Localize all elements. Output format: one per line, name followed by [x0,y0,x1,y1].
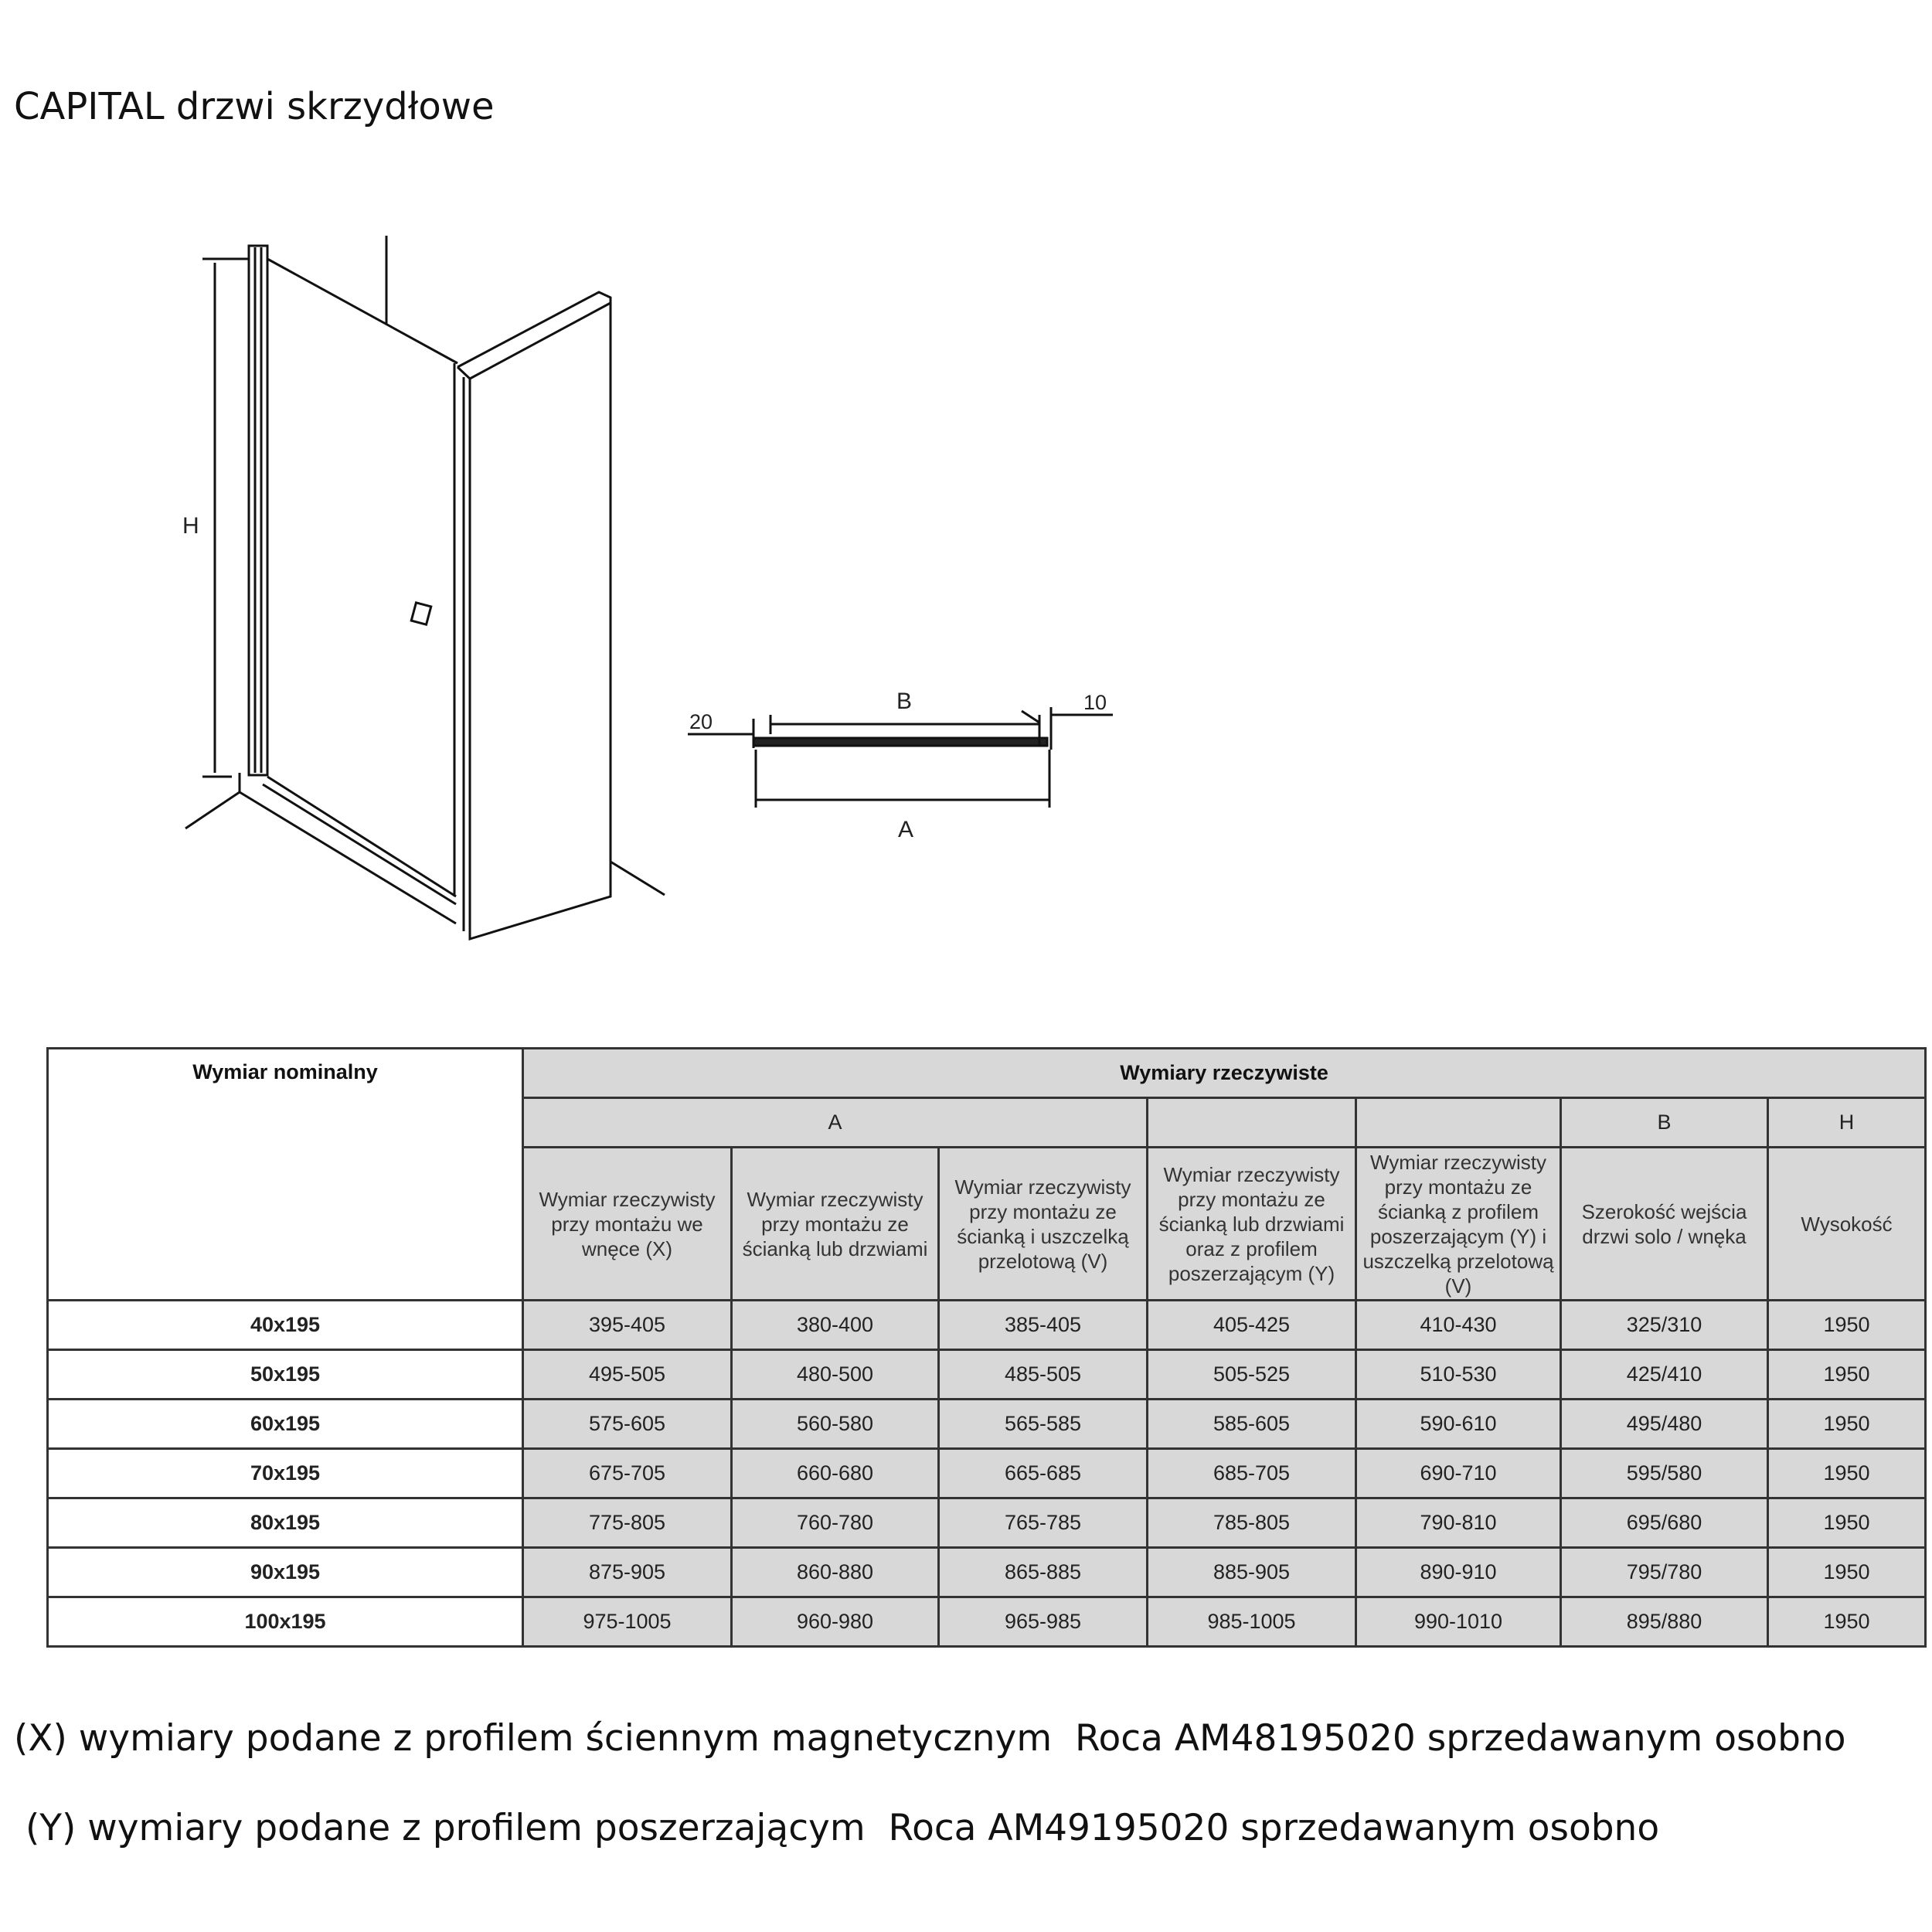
dimension-label-h: H [182,513,199,539]
nominal-cell: 100x195 [48,1597,523,1647]
table-row [48,1498,1926,1548]
value-cell: 1950 [1768,1350,1926,1400]
value-cell: 775-805 [523,1498,732,1548]
header-group-h: H [1768,1098,1926,1148]
value-cell: 1950 [1768,1498,1926,1548]
value-cell: 960-980 [732,1597,939,1647]
header-group-a: A [523,1098,1148,1148]
value-cell: 385-405 [939,1301,1148,1350]
value-cell: 590-610 [1356,1400,1561,1449]
dimension-label-a: A [898,817,914,842]
value-cell: 860-880 [732,1548,939,1597]
value-cell: 690-710 [1356,1449,1561,1498]
value-cell: 990-1010 [1356,1597,1561,1647]
value-cell: 425/410 [1561,1350,1768,1400]
nominal-cell: 50x195 [48,1350,523,1400]
value-cell: 495-505 [523,1350,732,1400]
value-cell: 685-705 [1148,1449,1356,1498]
value-cell: 485-505 [939,1350,1148,1400]
value-cell: 325/310 [1561,1301,1768,1350]
dimension-label-10: 10 [1083,691,1107,714]
table-row [48,1597,1926,1647]
value-cell: 575-605 [523,1400,732,1449]
nominal-cell: 90x195 [48,1548,523,1597]
value-cell: 790-810 [1356,1498,1561,1548]
header-nominal: Wymiar nominalny [48,1049,523,1301]
dimension-label-b: B [896,689,913,714]
value-cell: 505-525 [1148,1350,1356,1400]
sub-header: Wymiar rzeczywisty przy montażu ze ścianką i uszczelką przelotową (V) [939,1148,1148,1301]
header-group-empty [1148,1098,1356,1148]
value-cell: 510-530 [1356,1350,1561,1400]
value-cell: 495/480 [1561,1400,1768,1449]
table-row [48,1400,1926,1449]
sub-header: Wymiar rzeczywisty przy montażu ze ścianką lub drzwiami oraz z profilem poszerzającym (Y) [1148,1148,1356,1301]
door-perspective-drawing [185,236,665,939]
nominal-cell: 40x195 [48,1301,523,1350]
table-row [48,1350,1926,1400]
value-cell: 760-780 [732,1498,939,1548]
value-cell: 890-910 [1356,1548,1561,1597]
header-group-empty [1356,1098,1561,1148]
value-cell: 1950 [1768,1449,1926,1498]
table-row [48,1548,1926,1597]
header-actual: Wymiary rzeczywiste [523,1049,1926,1098]
value-cell: 1950 [1768,1597,1926,1647]
value-cell: 410-430 [1356,1301,1561,1350]
nominal-cell: 80x195 [48,1498,523,1548]
value-cell: 885-905 [1148,1548,1356,1597]
sub-header: Wymiar rzeczywisty przy montażu ze ścianką lub drzwiami [732,1148,939,1301]
note-y: (Y) wymiary podane z profilem poszerzającym Roca AM49195020 sprzedawanym osobno [14,1807,1660,1849]
value-cell: 660-680 [732,1449,939,1498]
door-top-view [688,707,1113,808]
sub-header: Wymiar rzeczywisty przy montażu we wnęce (X) [523,1148,732,1301]
value-cell: 380-400 [732,1301,939,1350]
value-cell: 865-885 [939,1548,1148,1597]
value-cell: 1950 [1768,1301,1926,1350]
value-cell: 975-1005 [523,1597,732,1647]
value-cell: 675-705 [523,1449,732,1498]
sub-header: Szerokość wejścia drzwi solo / wnęka [1561,1148,1768,1301]
header-group-b: B [1561,1098,1768,1148]
note-x: (X) wymiary podane z profilem ściennym magnetycznym Roca AM48195020 sprzedawanym osobno [14,1717,1846,1760]
value-cell: 1950 [1768,1400,1926,1449]
value-cell: 1950 [1768,1548,1926,1597]
value-cell: 985-1005 [1148,1597,1356,1647]
value-cell: 765-785 [939,1498,1148,1548]
value-cell: 795/780 [1561,1548,1768,1597]
nominal-cell: 60x195 [48,1400,523,1449]
value-cell: 785-805 [1148,1498,1356,1548]
value-cell: 965-985 [939,1597,1148,1647]
value-cell: 875-905 [523,1548,732,1597]
value-cell: 405-425 [1148,1301,1356,1350]
table-row [48,1449,1926,1498]
value-cell: 695/680 [1561,1498,1768,1548]
sub-header: Wymiar rzeczywisty przy montażu ze ścianką z profilem poszerzającym (Y) i uszczelką przelotową (V) [1356,1148,1561,1301]
document-title: CAPITAL drzwi skrzydłowe [14,85,495,128]
value-cell: 585-605 [1148,1400,1356,1449]
value-cell: 560-580 [732,1400,939,1449]
value-cell: 395-405 [523,1301,732,1350]
sub-header: Wysokość [1768,1148,1926,1301]
dimension-label-20: 20 [689,710,713,733]
value-cell: 595/580 [1561,1449,1768,1498]
nominal-cell: 70x195 [48,1449,523,1498]
value-cell: 565-585 [939,1400,1148,1449]
table-row [48,1301,1926,1350]
value-cell: 665-685 [939,1449,1148,1498]
value-cell: 480-500 [732,1350,939,1400]
value-cell: 895/880 [1561,1597,1768,1647]
dimensions-table [46,1047,1927,1648]
